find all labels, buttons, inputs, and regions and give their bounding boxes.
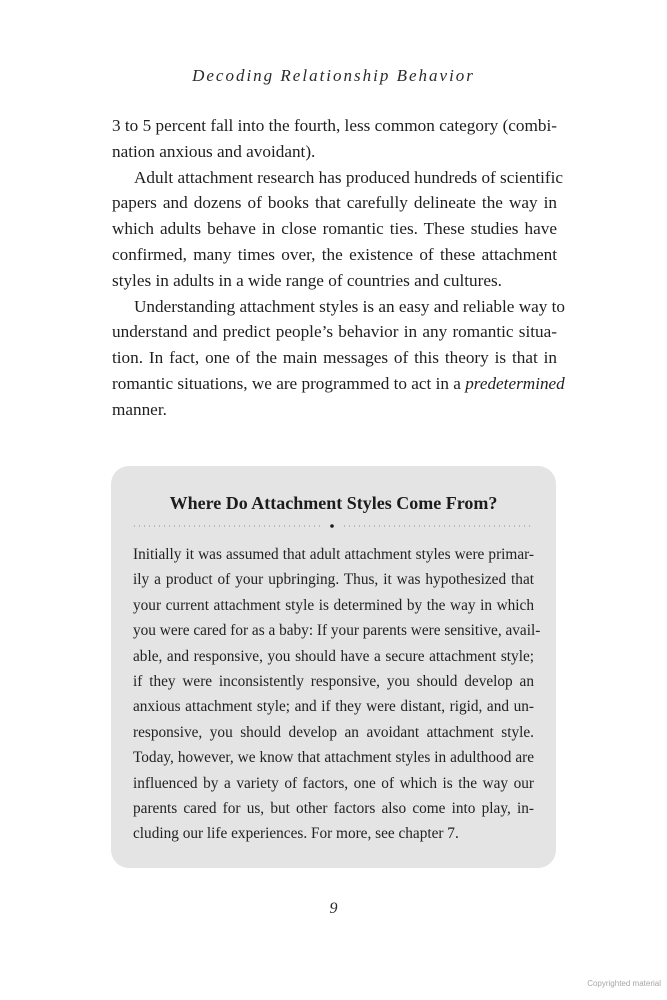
body-line: Adult attachment research has produced hundreds of scientific <box>134 167 564 187</box>
sidebar-line: you were cared for as a baby: If your parents were sensitive, avail- <box>133 622 541 640</box>
body-line: papers and dozens of books that carefully delineate the way in <box>112 193 557 213</box>
sidebar-line: ily a product of your upbringing. Thus, it was hypothesized that <box>133 571 534 589</box>
sidebar-line: influenced by a variety of factors, one of which is the way our <box>133 774 534 792</box>
sidebar-line: able, and responsive, you should have a secure attachment style; <box>133 647 534 665</box>
divider-center-dot <box>330 524 334 528</box>
body-text <box>112 113 565 423</box>
body-line: manner. <box>112 399 167 419</box>
sidebar-box <box>111 466 556 868</box>
sidebar-title: Where Do Attachment Styles Come From? <box>169 493 498 513</box>
body-line: Understanding attachment styles is an easy and reliable way to <box>134 296 565 316</box>
sidebar-body <box>133 542 541 847</box>
body-line: nation anxious and avoidant). <box>112 141 316 161</box>
body-line: 3 to 5 percent fall into the fourth, less common category (combi- <box>112 116 557 135</box>
sidebar-line: Today, however, we know that attachment styles in adulthood are <box>133 749 534 767</box>
dotted-divider-graphic <box>133 524 533 528</box>
body-line-with-emphasis <box>112 371 565 397</box>
sidebar-line: cluding our life experiences. For more, see chapter 7. <box>133 825 459 843</box>
sidebar-line: parents cared for us, but other factors also come into play, in- <box>133 800 534 818</box>
sidebar-line: your current attachment style is determined by the way in which <box>133 596 534 614</box>
body-line: confirmed, many times over, the existence of these attachment <box>112 244 557 264</box>
body-line: styles in adults in a wide range of countries and cultures. <box>112 270 502 290</box>
copyright-watermark: Copyrighted material <box>587 979 661 988</box>
sidebar-line: if they were inconsistently responsive, you should develop an <box>133 673 534 691</box>
page-number: 9 <box>329 900 338 917</box>
body-line-text: romantic situations, we are programmed to act in a <box>112 373 466 393</box>
sidebar-line: Initially it was assumed that adult attachment styles were primar- <box>133 546 534 563</box>
running-header: Decoding Relationship Behavior <box>192 66 475 85</box>
sidebar-line: responsive, you should develop an avoidant attachment style. <box>133 723 534 741</box>
body-line: tion. In fact, one of the main messages of this theory is that in <box>112 348 557 368</box>
sidebar-line: anxious attachment style; and if they were distant, rigid, and un- <box>133 698 534 716</box>
body-line: understand and predict people’s behavior in any romantic situa- <box>112 322 557 342</box>
dotted-divider <box>133 524 533 528</box>
emphasized-word: predetermined <box>465 373 565 393</box>
body-line: which adults behave in close romantic ties. These studies have <box>112 219 557 239</box>
